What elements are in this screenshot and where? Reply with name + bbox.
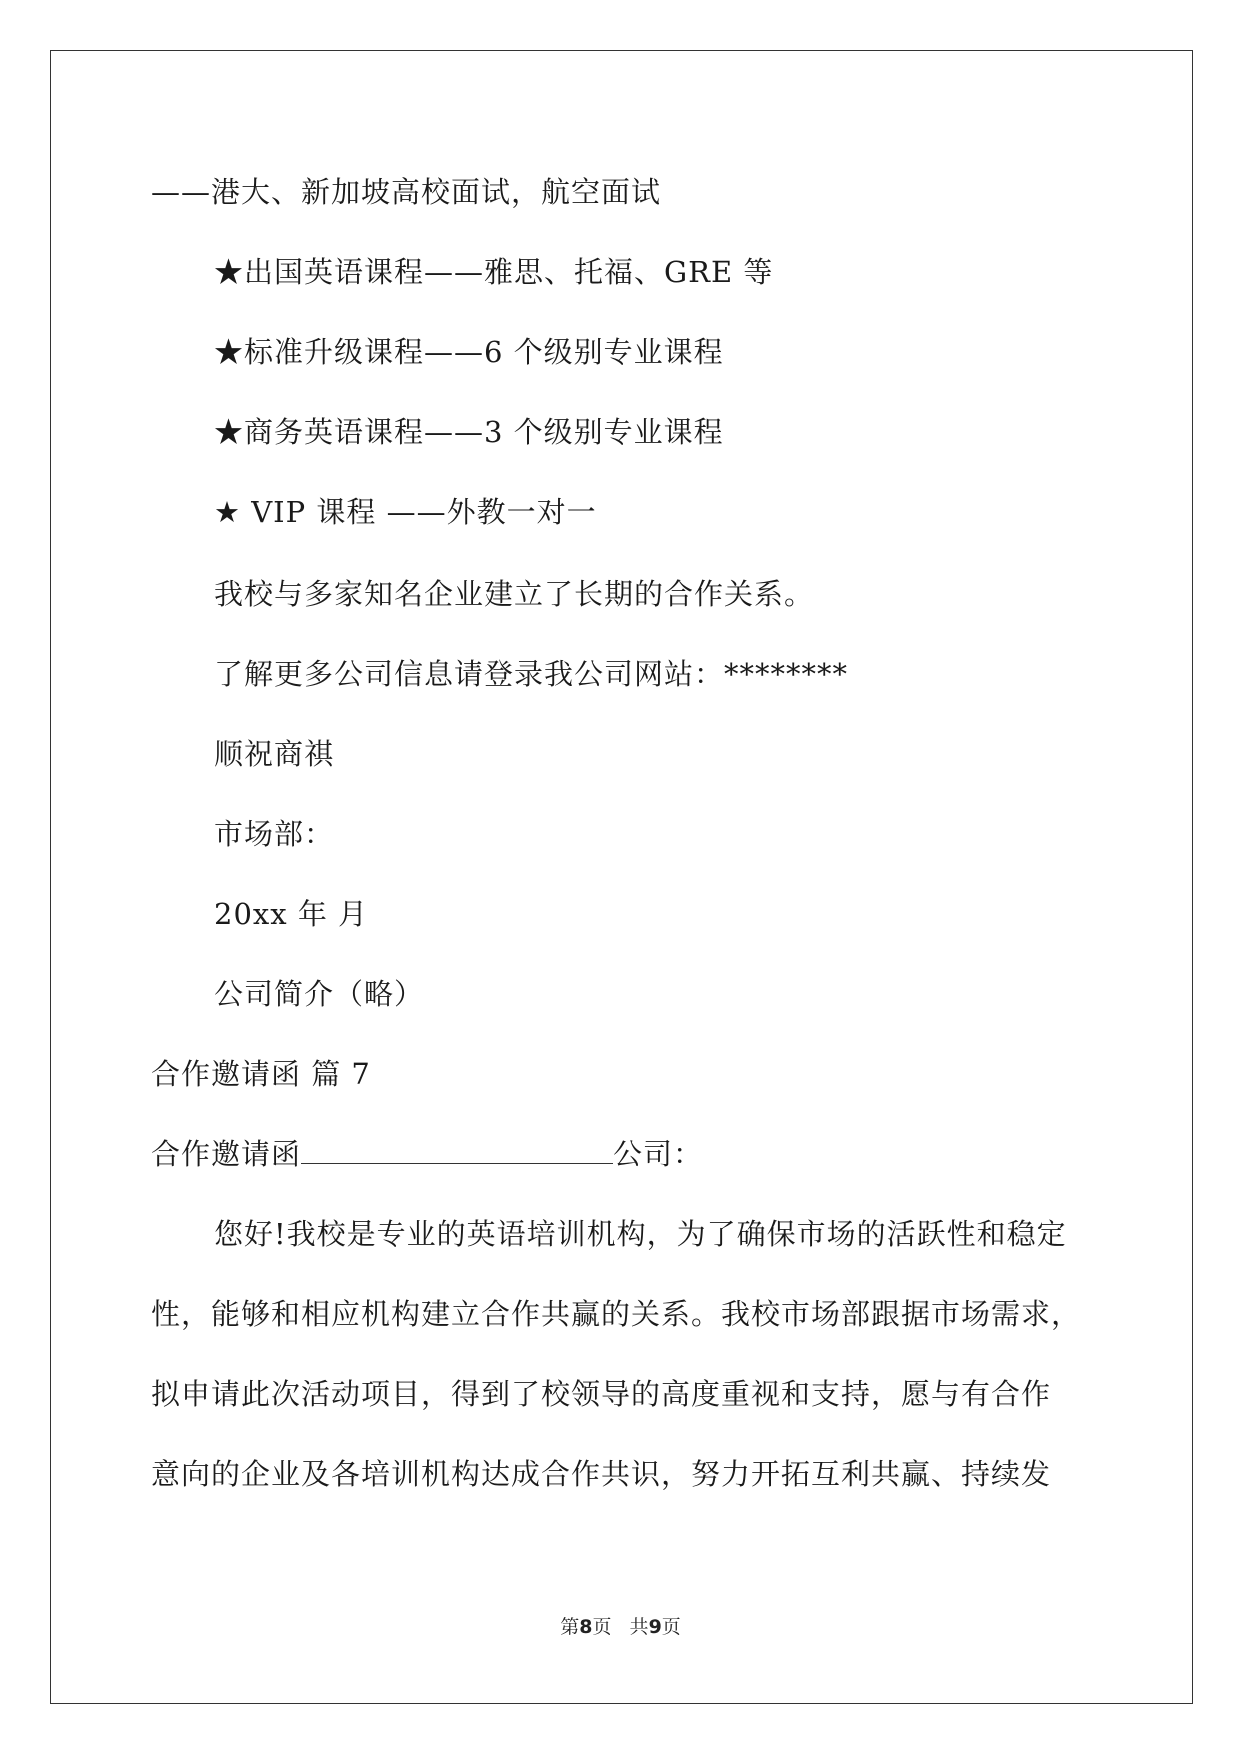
text-line: ——港大、新加坡高校面试，航空面试 — [151, 175, 662, 209]
footer-suffix: 页 — [661, 1616, 681, 1638]
salutation-line — [151, 1136, 703, 1172]
footer-prefix: 第 — [560, 1616, 580, 1638]
signature-date: 20xx 年 月 — [214, 897, 369, 931]
course-item-business: ★商务英语课程——3 个级别专业课程 — [214, 415, 724, 449]
paragraph-line: 拟申请此次活动项目，得到了校领导的高度重视和支持，愿与有合作 — [151, 1377, 1052, 1411]
footer-mid: 页 共 — [592, 1616, 649, 1638]
text-line: 我校与多家知名企业建立了长期的合作关系。 — [214, 577, 815, 611]
course-item-standard: ★标准升级课程——6 个级别专业课程 — [214, 335, 724, 369]
salutation-prefix: 合作邀请函 — [151, 1137, 302, 1171]
company-profile: 公司简介（略） — [214, 977, 425, 1011]
page-footer — [0, 1612, 1241, 1639]
signature-department: 市场部： — [214, 817, 335, 851]
closing-greeting: 顺祝商祺 — [214, 737, 335, 771]
course-item-vip: ★ VIP 课程 ——外教一对一 — [214, 495, 597, 529]
website-line: 了解更多公司信息请登录我公司网站：******** — [214, 657, 849, 691]
paragraph-line: 意向的企业及各培训机构达成合作共识，努力开拓互利共赢、持续发 — [151, 1457, 1052, 1491]
current-page: 8 — [579, 1616, 593, 1638]
course-item-abroad: ★出国英语课程——雅思、托福、GRE 等 — [214, 255, 774, 289]
salutation-suffix: 公司： — [613, 1137, 704, 1171]
paragraph-line: 您好!我校是专业的英语培训机构，为了确保市场的活跃性和稳定 — [214, 1217, 1067, 1251]
paragraph-line: 性，能够和相应机构建立合作共赢的关系。我校市场部跟据市场需求， — [151, 1297, 1082, 1331]
section-heading: 合作邀请函 篇 7 — [151, 1057, 371, 1091]
total-pages: 9 — [648, 1616, 662, 1638]
company-blank — [301, 1137, 613, 1164]
